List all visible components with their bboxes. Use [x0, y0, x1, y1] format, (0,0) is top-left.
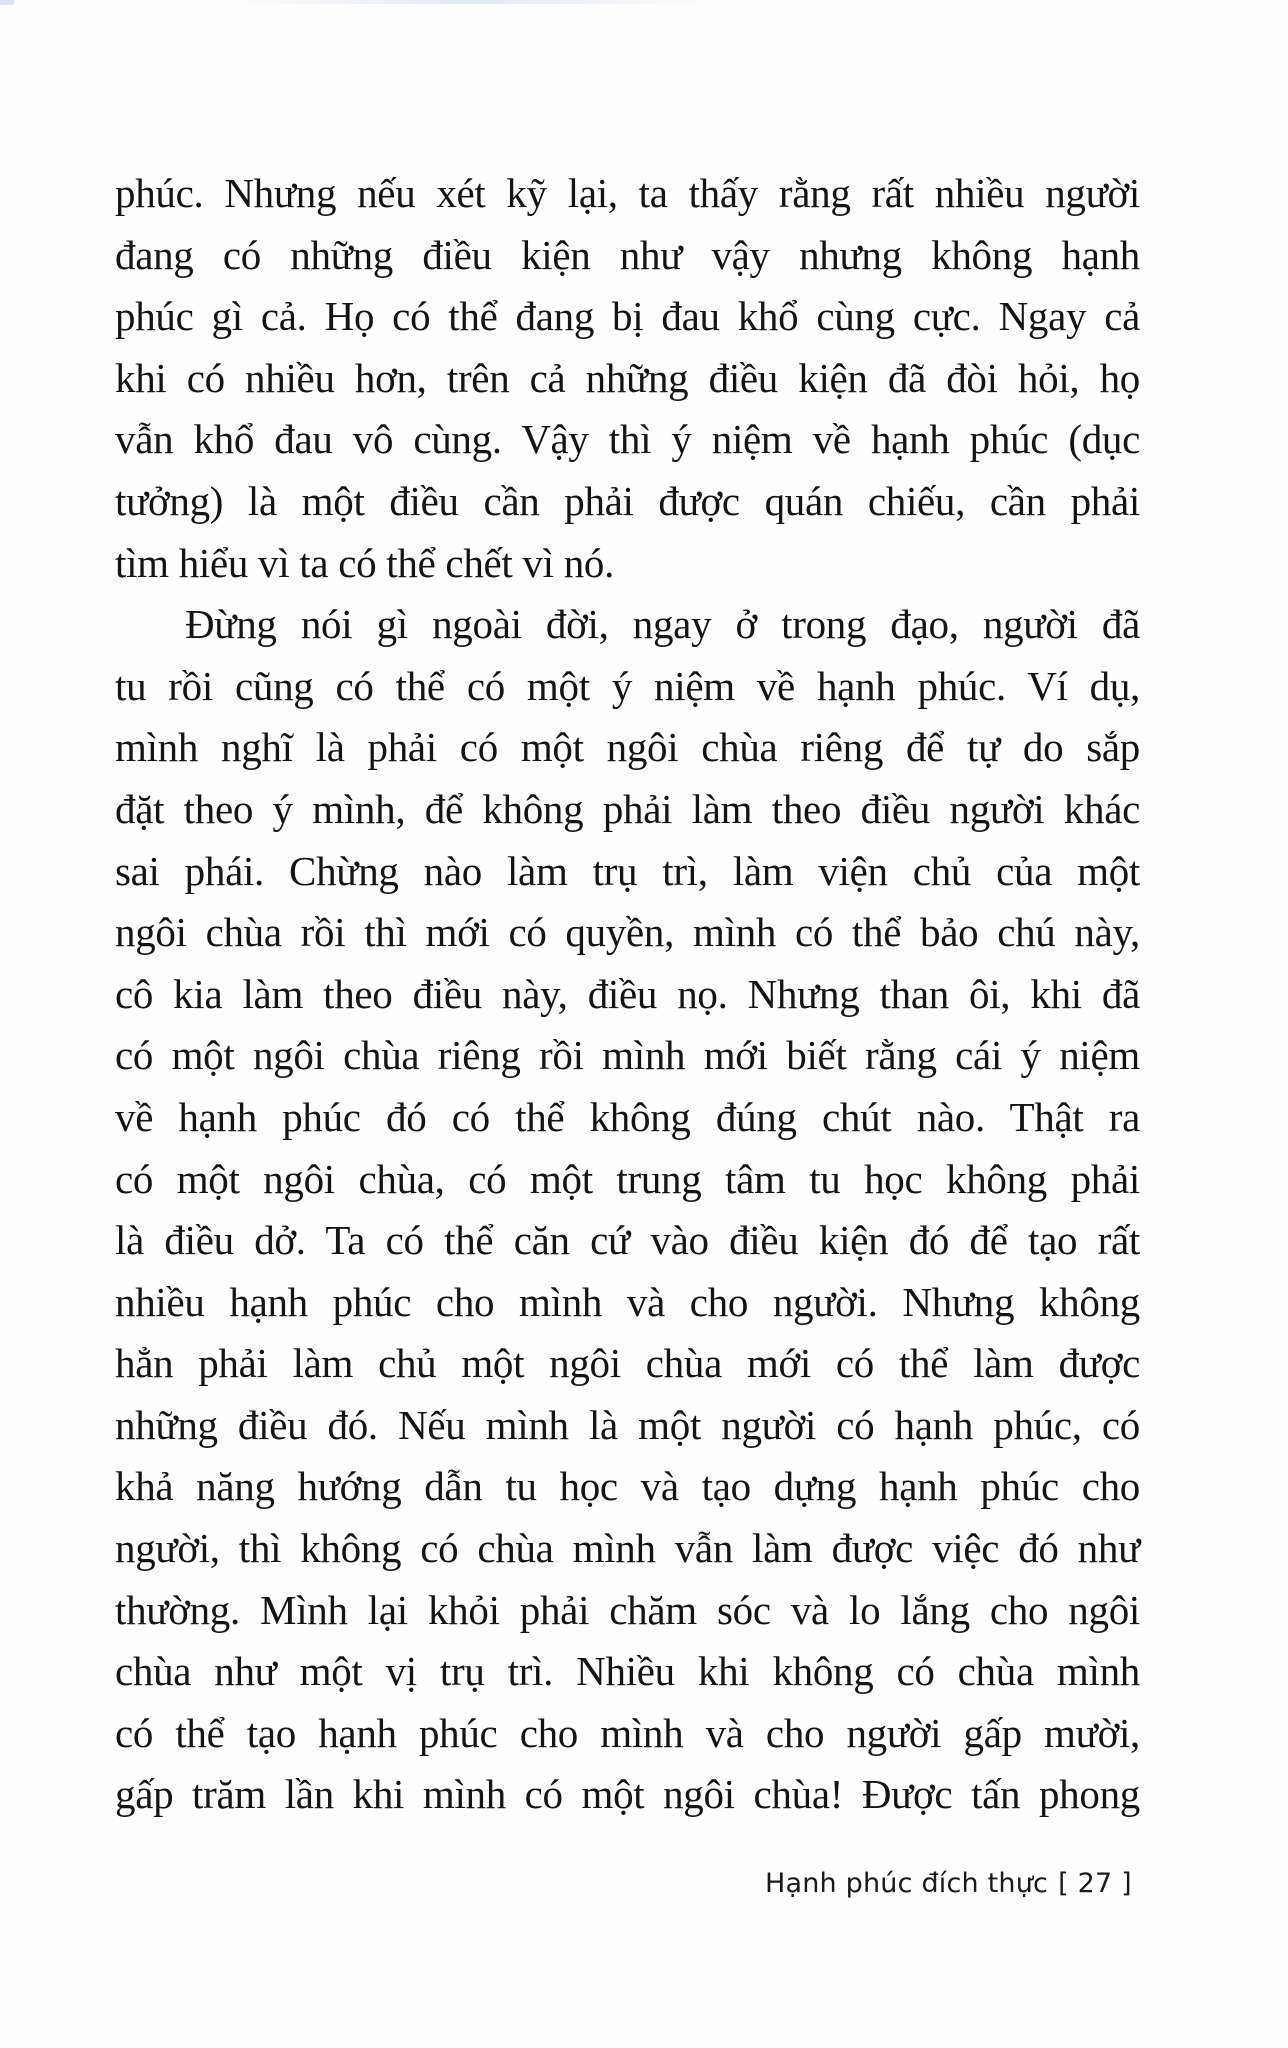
text-line: có thể tạo hạnh phúc cho mình và cho người gấp mười,	[115, 1709, 1140, 1756]
text-line: những điều đó. Nếu mình là một người có hạnh phúc, có	[115, 1401, 1140, 1448]
text-line: gấp trăm lần khi mình có một ngôi chùa! Được tấn phong	[115, 1771, 1140, 1818]
text-line: đặt theo ý mình, để không phải làm theo điều người khác	[115, 785, 1140, 832]
text-line: về hạnh phúc đó có thể không đúng chút nào. Thật ra	[115, 1093, 1140, 1140]
running-footer	[765, 1868, 1150, 1899]
text-line: ngôi chùa rồi thì mới có quyền, mình có thể bảo chú này,	[115, 909, 1140, 956]
paragraph	[115, 163, 1140, 594]
text-line: phúc gì cả. Họ có thể đang bị đau khổ cùng cực. Ngay cả	[115, 293, 1140, 340]
text-line: vẫn khổ đau vô cùng. Vậy thì ý niệm về hạnh phúc (dục	[115, 416, 1140, 463]
text-line: tu rồi cũng có thể có một ý niệm về hạnh phúc. Ví dụ,	[115, 662, 1140, 709]
scan-bleed-corner	[0, 0, 14, 5]
text-line: tìm hiểu vì ta có thể chết vì nó.	[115, 539, 615, 586]
text-line: thường. Mình lại khỏi phải chăm sóc và lo lắng cho ngôi	[115, 1586, 1140, 1633]
text-line: hẳn phải làm chủ một ngôi chùa mới có thể làm được	[115, 1340, 1140, 1387]
text-line: có một ngôi chùa, có một trung tâm tu học không phải	[115, 1155, 1140, 1202]
text-line: tưởng) là một điều cần phải được quán chiếu, cần phải	[115, 477, 1140, 524]
text-line: sai phái. Chừng nào làm trụ trì, làm viện chủ của một	[115, 847, 1140, 894]
text-line: chùa như một vị trụ trì. Nhiều khi không có chùa mình	[115, 1648, 1140, 1695]
text-line: khả năng hướng dẫn tu học và tạo dựng hạnh phúc cho	[115, 1463, 1140, 1510]
text-line: mình nghĩ là phải có một ngôi chùa riêng để tự do sắp	[115, 724, 1140, 771]
scan-bleed-strip	[230, 0, 710, 4]
text-line: khi có nhiều hơn, trên cả những điều kiện đã đòi hỏi, họ	[115, 354, 1140, 401]
text-line: cô kia làm theo điều này, điều nọ. Nhưng than ôi, khi đã	[115, 970, 1140, 1017]
text-line: phúc. Nhưng nếu xét kỹ lại, ta thấy rằng rất nhiều người	[115, 170, 1140, 216]
text-line: đang có những điều kiện như vậy nhưng không hạnh	[115, 231, 1140, 278]
text-line: người, thì không có chùa mình vẫn làm được việc đó như	[115, 1525, 1140, 1572]
text-line: nhiều hạnh phúc cho mình và cho người. Nhưng không	[115, 1278, 1140, 1325]
text-line: Đừng nói gì ngoài đời, ngay ở trong đạo, người đã	[185, 601, 1140, 648]
paragraph	[115, 594, 1140, 1826]
page-number: [ 27 ]	[1058, 1868, 1132, 1899]
footer-book-title: Hạnh phúc đích thực	[765, 1868, 1049, 1899]
page-body-text	[115, 163, 1140, 1826]
text-line: là điều dở. Ta có thể căn cứ vào điều kiện đó để tạo rất	[115, 1217, 1140, 1264]
text-line: có một ngôi chùa riêng rồi mình mới biết rằng cái ý niệm	[115, 1032, 1140, 1079]
